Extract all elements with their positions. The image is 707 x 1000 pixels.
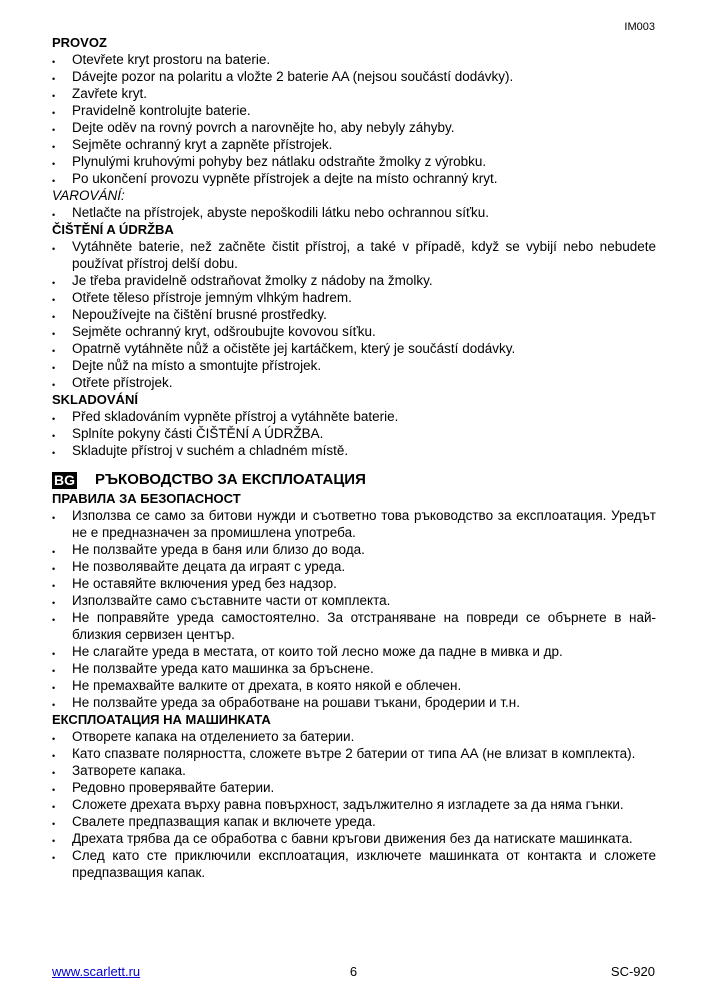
list-item: • Otevřete kryt prostoru na baterie. xyxy=(52,51,656,68)
section-title-provoz: PROVOZ xyxy=(52,35,107,50)
list-item: • Не позволявайте децата да играят с уреда. xyxy=(52,558,656,575)
list-item: • Редовно проверявайте батерии. xyxy=(52,779,656,796)
list-item: • Дрехата трябва да се обработва с бавни кръгови движения без да натискате машинката. xyxy=(52,830,656,847)
website-link[interactable]: www.scarlett.ru xyxy=(52,964,141,979)
page-number: 6 xyxy=(349,964,358,979)
list-item: • Vytáhněte baterie, než začněte čistit přístroj, a také v případě, když se vybijí nebo nebudete používat přístroj delší dobu. xyxy=(52,238,656,272)
page-footer xyxy=(52,964,655,979)
list-item: • Не ползвайте уреда като машинка за бръснене. xyxy=(52,660,656,677)
list-storage xyxy=(52,408,656,459)
list-item: • Като спазвате полярността, сложете вътре 2 батерии от типа АА (не влизат в комплекта). xyxy=(52,745,656,762)
list-item: • Splníte pokyny části ČIŠTĚNÍ A ÚDRŽBA. xyxy=(52,425,656,442)
list-safety xyxy=(52,507,656,711)
list-item: • Не премахвайте валките от дрехата, в която някой е облечен. xyxy=(52,677,656,694)
list-item: • Je třeba pravidelně odstraňovat žmolky z nádoby na žmolky. xyxy=(52,272,656,289)
list-item: • Netlačte na přístrojek, abyste nepoškodili látku nebo ochrannou síťku. xyxy=(52,204,656,221)
list-item: • Използвайте само съставните части от комплекта. xyxy=(52,592,656,609)
list-item: • Сложете дрехата върху равна повърхност, задължително я изгладете за да няма гънки. xyxy=(52,796,656,813)
section-title-operation: ЕКСПЛОАТАЦИЯ НА МАШИНКАТА xyxy=(52,712,271,727)
list-item: • Не оставяйте включения уред без надзор. xyxy=(52,575,656,592)
list-item: • Zavřete kryt. xyxy=(52,85,656,102)
list-item: • След като сте приключили експлоатация, изключете машинката от контакта и сложете предпазващия капак. xyxy=(52,847,656,881)
document-code: IM003 xyxy=(624,21,655,33)
list-item: • Не ползвайте уреда в баня или близо до вода. xyxy=(52,541,656,558)
section-title-warning: VAROVÁNÍ: xyxy=(52,188,125,203)
bg-title-text: РЪКОВОДСТВО ЗА ЕКСПЛОАТАЦИЯ xyxy=(95,471,366,488)
list-item: • Otřete přístrojek. xyxy=(52,374,656,391)
page-content xyxy=(52,34,656,881)
section-title-storage: SKLADOVÁNÍ xyxy=(52,392,138,407)
list-item: • Затворете капака. xyxy=(52,762,656,779)
section-title-cleaning: ČIŠTĚNÍ A ÚDRŽBA xyxy=(52,222,174,237)
list-warning xyxy=(52,204,656,221)
list-item: • Отворете капака на отделението за батерии. xyxy=(52,728,656,745)
list-item: • Pravidelně kontrolujte baterie. xyxy=(52,102,656,119)
list-item: • Dejte nůž na místo a smontujte přístrojek. xyxy=(52,357,656,374)
list-item: • Не поправяйте уреда самостоятелно. За отстраняване на повреди се обърнете в най-близкия сервизен център. xyxy=(52,609,656,643)
list-item: • Otřete těleso přístroje jemným vlhkým hadrem. xyxy=(52,289,656,306)
list-operation xyxy=(52,728,656,881)
list-item: • Sejměte ochranný kryt, odšroubujte kovovou síťku. xyxy=(52,323,656,340)
model-number: SC-920 xyxy=(610,964,655,979)
list-item: • Dávejte pozor na polaritu a vložte 2 baterie AA (nejsou součástí dodávky). xyxy=(52,68,656,85)
list-item: • Opatrně vytáhněte nůž a očistěte jej kartáčkem, který je součástí dodávky. xyxy=(52,340,656,357)
section-title-safety: ПРАВИЛА ЗА БЕЗОПАСНОСТ xyxy=(52,491,241,506)
list-item: • Не ползвайте уреда за обработване на рошави тъкани, бродерии и т.н. xyxy=(52,694,656,711)
bg-manual-title xyxy=(52,470,656,490)
list-item: • Използва се само за битови нужди и съответно това ръководство за експлоатация. Уредът не е предназначен за промишлена употреба. xyxy=(52,507,656,541)
list-cleaning xyxy=(52,238,656,391)
list-item: • Nepoužívejte na čištění brusné prostředky. xyxy=(52,306,656,323)
list-item: • Po ukončení provozu vypněte přístrojek a dejte na místo ochranný kryt. xyxy=(52,170,656,187)
language-badge: BG xyxy=(54,471,75,488)
list-item: • Sejměte ochranný kryt a zapněte přístrojek. xyxy=(52,136,656,153)
list-item: • Dejte oděv na rovný povrch a narovnějte ho, aby nebyly záhyby. xyxy=(52,119,656,136)
list-item: • Не слагайте уреда в местата, от които той лесно може да падне в мивка и др. xyxy=(52,643,656,660)
list-item: • Skladujte přístroj v suchém a chladném místě. xyxy=(52,442,656,459)
list-item: • Před skladováním vypněte přístroj a vytáhněte baterie. xyxy=(52,408,656,425)
list-provoz xyxy=(52,51,656,187)
list-item: • Plynulými kruhovými pohyby bez nátlaku odstraňte žmolky z výrobku. xyxy=(52,153,656,170)
list-item: • Свалете предпазващия капак и включете уреда. xyxy=(52,813,656,830)
